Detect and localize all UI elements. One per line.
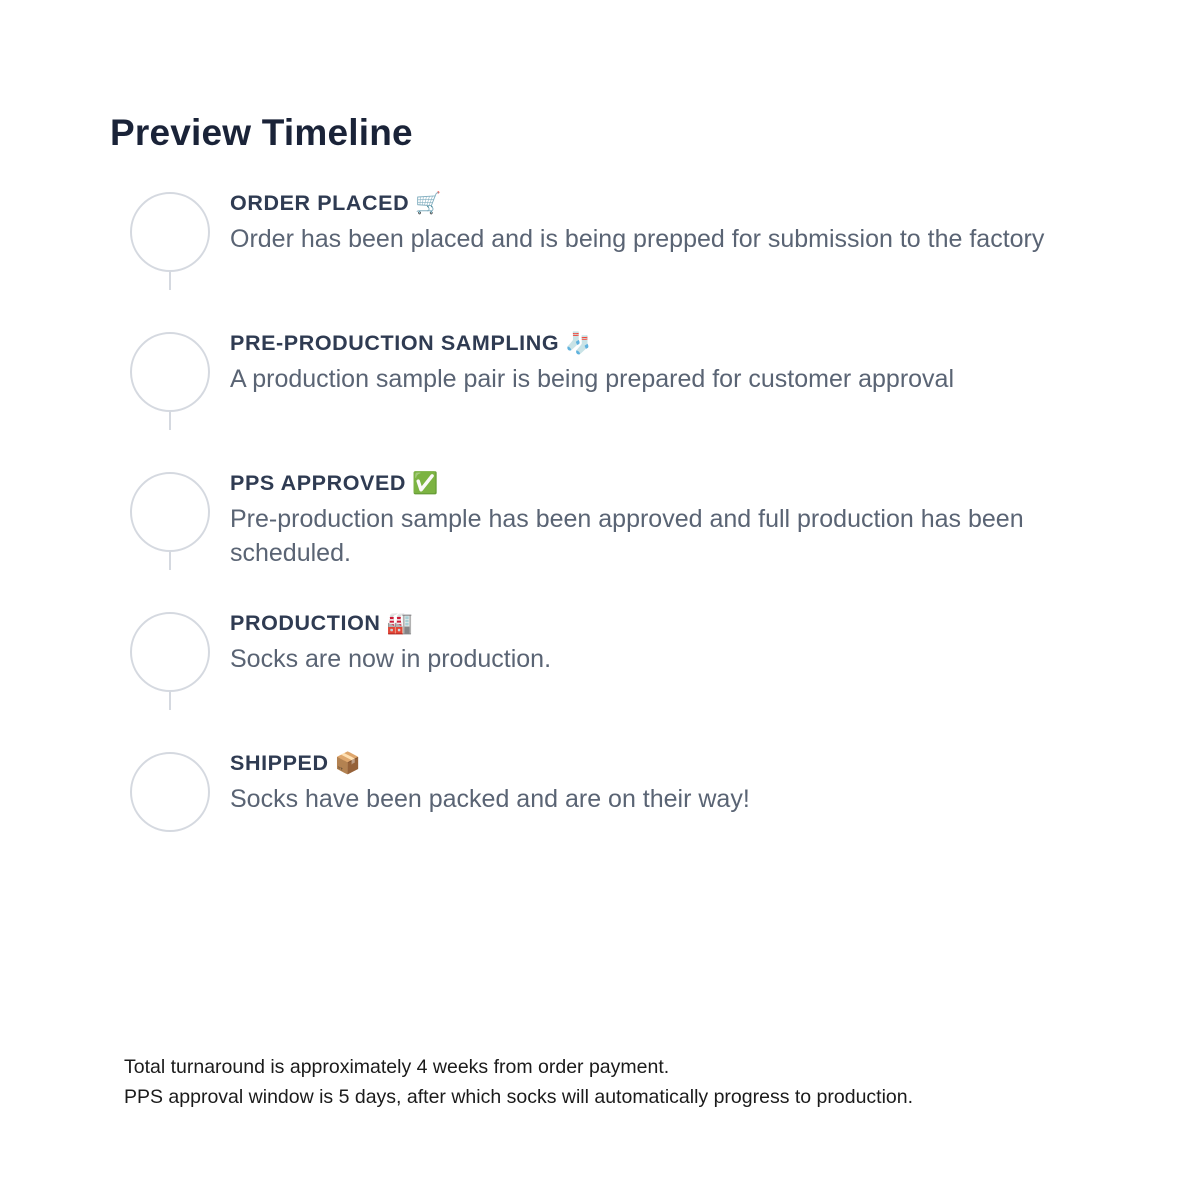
timeline-step-description: Socks have been packed and are on their way!	[230, 785, 750, 814]
timeline-step-title	[230, 470, 1110, 497]
timeline-step-description: Pre-production sample has been approved and full production has been scheduled.	[230, 505, 1024, 567]
timeline-step-circle[interactable]	[130, 472, 210, 552]
timeline-step-circle[interactable]	[130, 752, 210, 832]
shopping-cart-icon: 🛒	[415, 192, 442, 215]
footnote-pps-window: PPS approval window is 5 days, after which socks will automatically progress to production.	[124, 1086, 914, 1109]
timeline-marker-column	[110, 320, 230, 412]
timeline-step-title	[230, 610, 1110, 637]
timeline-step-circle[interactable]	[130, 192, 210, 272]
timeline-step-title-text: PRE-PRODUCTION SAMPLING	[230, 331, 560, 355]
timeline-step-content	[230, 600, 1110, 677]
timeline-step	[110, 320, 1110, 460]
sock-icon: 🧦	[565, 332, 592, 355]
page-title: Preview Timeline	[110, 112, 413, 153]
timeline-step-title-text: PRODUCTION	[230, 611, 381, 635]
footnote-turnaround: Total turnaround is approximately 4 weeks from order payment.	[124, 1056, 670, 1078]
timeline-marker-column	[110, 460, 230, 552]
timeline-step-content	[230, 460, 1110, 571]
timeline-step-content	[230, 320, 1110, 397]
package-icon: 📦	[334, 752, 362, 775]
timeline-step-description: Order has been placed and is being prepped for submission to the factory	[230, 225, 1045, 254]
check-mark-icon: ✅	[412, 472, 439, 495]
timeline-marker-column	[110, 600, 230, 692]
factory-icon: 🏭	[386, 612, 414, 635]
timeline-step	[110, 180, 1110, 320]
timeline-step-description: Socks are now in production.	[230, 645, 552, 674]
timeline-step-title	[230, 750, 1110, 777]
timeline-step-circle[interactable]	[130, 332, 210, 412]
timeline-step-description: A production sample pair is being prepared for customer approval	[230, 365, 955, 394]
timeline-marker-column	[110, 740, 230, 832]
timeline-step-title-text: ORDER PLACED	[230, 191, 410, 215]
timeline-step-title	[230, 190, 1110, 217]
timeline-step	[110, 740, 1110, 880]
timeline-step-content	[230, 740, 1110, 817]
timeline-step-circle[interactable]	[130, 612, 210, 692]
timeline-step-title-text: SHIPPED	[230, 751, 329, 775]
timeline-step-title-text: PPS APPROVED	[230, 471, 407, 495]
timeline-list	[110, 180, 1110, 880]
timeline-step	[110, 460, 1110, 600]
footnotes	[124, 1052, 913, 1112]
timeline-step-content	[230, 180, 1110, 257]
timeline-step	[110, 600, 1110, 740]
timeline-marker-column	[110, 180, 230, 272]
timeline-step-title	[230, 330, 1110, 357]
